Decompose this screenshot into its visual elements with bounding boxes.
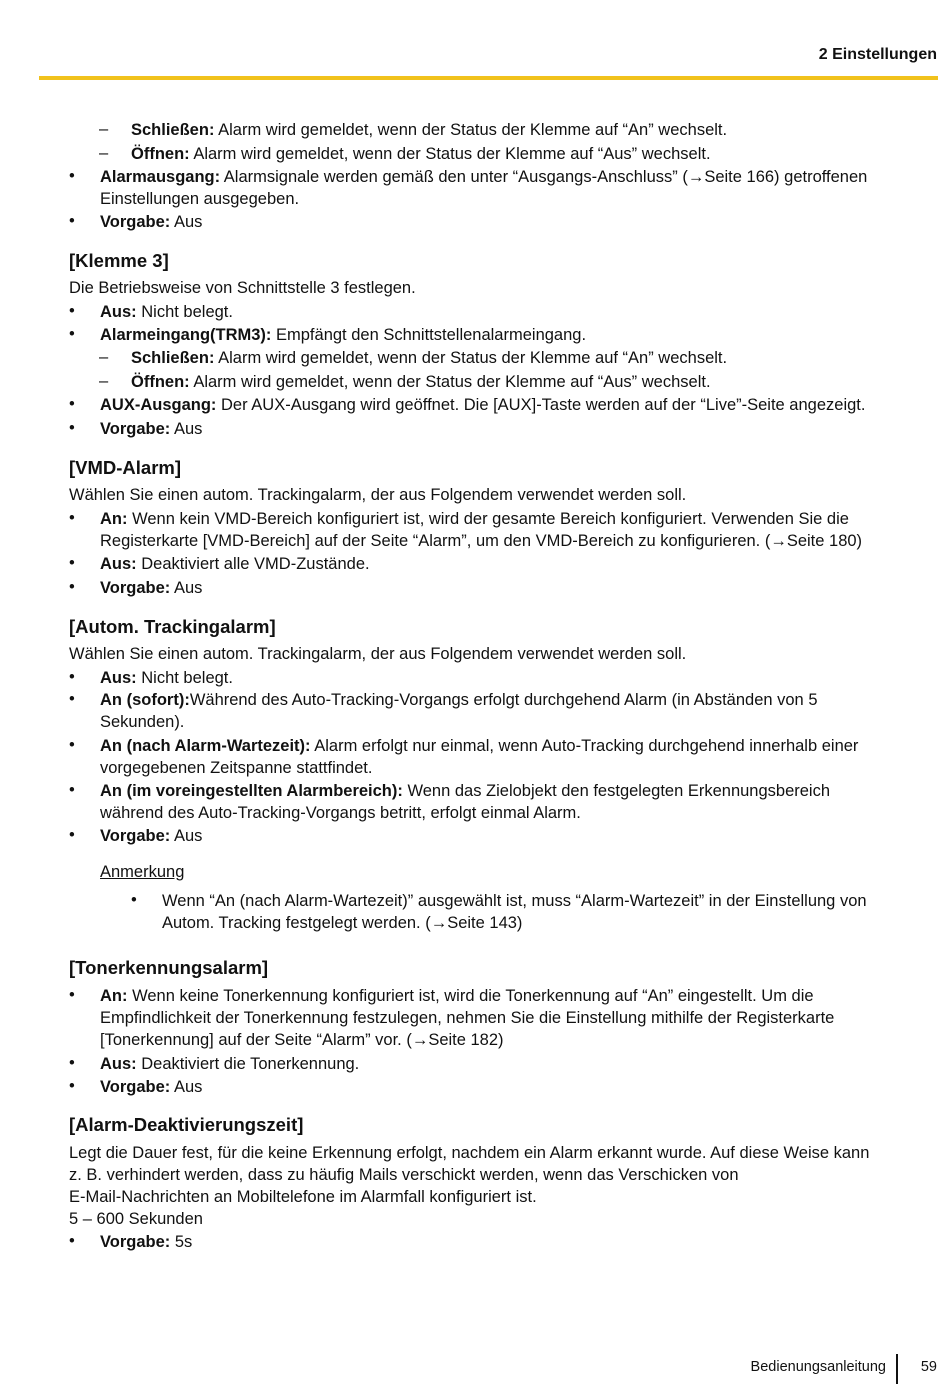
term-label: Aus: xyxy=(100,1055,137,1073)
term-label: Vorgabe: xyxy=(100,1078,171,1096)
bullet-mark: • xyxy=(69,1232,75,1250)
text-line xyxy=(100,781,830,801)
term-label: Vorgabe: xyxy=(100,1233,171,1251)
section-heading: [VMD-Alarm] xyxy=(69,457,182,478)
bullet-mark: • xyxy=(69,212,75,230)
section-heading: [Alarm-Deaktivierungszeit] xyxy=(69,1114,304,1135)
text-line xyxy=(69,1187,537,1207)
bullet-mark: • xyxy=(69,668,75,686)
dash-mark: – xyxy=(99,120,109,138)
text-line xyxy=(69,1209,203,1229)
term-description: E-Mail-Nachrichten an Mobiltelefone im Alarmfall konfiguriert ist. xyxy=(69,1188,537,1206)
text-line xyxy=(100,758,372,778)
text-line xyxy=(100,395,865,415)
bullet-mark: • xyxy=(69,781,75,799)
bullet-mark: • xyxy=(69,509,75,527)
text-line xyxy=(100,509,849,529)
term-description: Aus xyxy=(170,579,203,597)
term-description: Wenn kein VMD-Bereich konfiguriert ist, wird der gesamte Bereich konfiguriert. Verwenden Sie die xyxy=(127,510,849,528)
term-label: Schließen: xyxy=(131,121,215,139)
header-rule xyxy=(39,76,938,80)
text-line xyxy=(100,803,581,823)
page-number: 59 xyxy=(920,1359,937,1375)
text-line xyxy=(69,1143,869,1163)
term-description: Legt die Dauer fest, für die keine Erkennung erfolgt, nachdem ein Alarm erkannt wurde. Auf diese Weise kann xyxy=(69,1144,870,1162)
bullet-mark: • xyxy=(69,419,75,437)
term-label: Öffnen: xyxy=(131,145,190,163)
term-description: während des Auto-Tracking-Vorgangs betritt, erfolgt einmal Alarm. xyxy=(100,804,581,822)
term-label: Vorgabe: xyxy=(100,420,171,438)
term-description: Deaktiviert die Tonerkennung. xyxy=(136,1055,360,1073)
text-line xyxy=(100,986,814,1006)
term-description: vorgegebenen Zeitspanne stattfindet. xyxy=(100,759,373,777)
text-line xyxy=(69,1165,739,1185)
bullet-mark: • xyxy=(69,736,75,754)
text-line xyxy=(162,913,522,933)
text-line xyxy=(100,1077,202,1097)
bullet-mark: • xyxy=(69,302,75,320)
text-line xyxy=(131,372,711,392)
text-line xyxy=(69,485,686,505)
term-label: Vorgabe: xyxy=(100,213,171,231)
term-label: Aus: xyxy=(100,303,137,321)
term-label: Aus: xyxy=(100,669,137,687)
term-description: 5 – 600 Sekunden xyxy=(69,1210,203,1228)
text-line xyxy=(131,120,727,140)
term-description: Einstellungen ausgegeben. xyxy=(100,190,300,208)
section-heading: [Klemme 3] xyxy=(69,250,169,271)
text-line xyxy=(69,278,416,298)
term-label: Schließen: xyxy=(131,349,215,367)
term-label: An (sofort): xyxy=(100,691,190,709)
term-label: Alarmausgang: xyxy=(100,168,221,186)
term-description: Alarm wird gemeldet, wenn der Status der Klemme auf “Aus” wechselt. xyxy=(189,373,711,391)
term-description: Registerkarte [VMD-Bereich] auf der Seite “Alarm”, um den VMD-Bereich zu konfigurieren. (→Seite 180) xyxy=(100,532,863,550)
term-description: Alarm wird gemeldet, wenn der Status der Klemme auf “Aus” wechselt. xyxy=(189,145,711,163)
term-description: z. B. verhindert werden, dass zu häufig Mails verschickt werden, wenn das Verschicken von xyxy=(69,1166,739,1184)
text-line xyxy=(100,1232,192,1252)
text-line xyxy=(100,325,586,345)
text-line xyxy=(100,1008,834,1028)
term-label: Vorgabe: xyxy=(100,827,171,845)
text-line xyxy=(100,736,858,756)
term-description: Wenn “An (nach Alarm-Wartezeit)” ausgewählt ist, muss “Alarm-Wartezeit” in der Einstellung von xyxy=(162,892,867,910)
term-label: Aus: xyxy=(100,555,137,573)
term-description: Nicht belegt. xyxy=(136,669,233,687)
text-line xyxy=(100,826,202,846)
bullet-mark: • xyxy=(69,1054,75,1072)
dash-mark: – xyxy=(99,372,109,390)
term-description: Während des Auto-Tracking-Vorgangs erfolgt durchgehend Alarm (in Abständen von 5 xyxy=(189,691,818,709)
term-label: An (nach Alarm-Wartezeit): xyxy=(100,737,311,755)
term-description: Aus xyxy=(170,213,203,231)
term-description: Alarm wird gemeldet, wenn der Status der Klemme auf “An” wechselt. xyxy=(214,349,728,367)
chapter-header: 2 Einstellungen xyxy=(818,46,937,63)
dash-mark: – xyxy=(99,348,109,366)
term-description: Sekunden). xyxy=(100,713,185,731)
term-label: An (im voreingestellten Alarmbereich): xyxy=(100,782,403,800)
text-line xyxy=(100,690,818,710)
term-description: Autom. Tracking festgelegt werden. (→Seite 143) xyxy=(162,914,523,932)
text-line xyxy=(100,554,370,574)
term-label: Öffnen: xyxy=(131,373,190,391)
section-heading: [Autom. Trackingalarm] xyxy=(69,616,276,637)
section-heading: [Tonerkennungsalarm] xyxy=(69,957,269,978)
term-label: Vorgabe: xyxy=(100,579,171,597)
text-line xyxy=(100,189,299,209)
dash-mark: – xyxy=(99,144,109,162)
text-line xyxy=(100,302,233,322)
term-description: Die Betriebsweise von Schnittstelle 3 festlegen. xyxy=(69,279,416,297)
term-description: Empfängt den Schnittstellenalarmeingang. xyxy=(271,326,587,344)
term-description: 5s xyxy=(170,1233,193,1251)
term-description: Alarmsignale werden gemäß den unter “Ausgangs-Anschluss” (→Seite 166) getroffenen xyxy=(220,168,868,186)
term-description: [Tonerkennung] auf der Seite “Alarm” vor. (→Seite 182) xyxy=(100,1031,504,1049)
text-line xyxy=(100,212,202,232)
term-description: Aus xyxy=(170,420,203,438)
term-description: Alarm wird gemeldet, wenn der Status der Klemme auf “An” wechselt. xyxy=(214,121,728,139)
bullet-mark: • xyxy=(69,395,75,413)
text-line xyxy=(131,348,727,368)
text-line xyxy=(100,531,862,551)
term-description: Aus xyxy=(170,1078,203,1096)
bullet-mark: • xyxy=(69,1077,75,1095)
text-line xyxy=(69,644,686,664)
text-line xyxy=(100,1054,359,1074)
term-label: An: xyxy=(100,987,128,1005)
term-description: Wenn keine Tonerkennung konfiguriert ist, wird die Tonerkennung auf “An” eingestellt. Um die xyxy=(127,987,814,1005)
bullet-mark: • xyxy=(131,891,137,909)
bullet-mark: • xyxy=(69,167,75,185)
term-description: Wählen Sie einen autom. Trackingalarm, der aus Folgendem verwendet werden soll. xyxy=(69,486,687,504)
bullet-mark: • xyxy=(69,325,75,343)
term-label: AUX-Ausgang: xyxy=(100,396,217,414)
bullet-mark: • xyxy=(69,826,75,844)
text-line xyxy=(100,419,202,439)
term-description: Empfindlichkeit der Tonerkennung festzulegen, nehmen Sie die Einstellung mithilfe der Registerkarte xyxy=(100,1009,835,1027)
term-label: An: xyxy=(100,510,128,528)
text-line xyxy=(100,712,184,732)
text-line xyxy=(100,1030,504,1050)
term-description: Deaktiviert alle VMD-Zustände. xyxy=(136,555,370,573)
bullet-mark: • xyxy=(69,690,75,708)
bullet-mark: • xyxy=(69,986,75,1004)
note-title: Anmerkung xyxy=(100,863,185,881)
bullet-mark: • xyxy=(69,578,75,596)
term-description: Alarm erfolgt nur einmal, wenn Auto-Tracking durchgehend innerhalb einer xyxy=(310,737,859,755)
term-description: Wenn das Zielobjekt den festgelegten Erkennungsbereich xyxy=(402,782,831,800)
text-line xyxy=(100,167,867,187)
footer-divider xyxy=(896,1354,898,1384)
footer-label: Bedienungsanleitung xyxy=(750,1359,886,1375)
term-description: Der AUX-Ausgang wird geöffnet. Die [AUX]-Taste werden auf der “Live”-Seite angezeigt. xyxy=(216,396,866,414)
bullet-mark: • xyxy=(69,554,75,572)
text-line xyxy=(100,578,202,598)
term-description: Aus xyxy=(170,827,203,845)
text-line xyxy=(162,891,867,911)
text-line xyxy=(131,144,711,164)
term-label: Alarmeingang(TRM3): xyxy=(100,326,272,344)
term-description: Wählen Sie einen autom. Trackingalarm, der aus Folgendem verwendet werden soll. xyxy=(69,645,687,663)
term-description: Nicht belegt. xyxy=(136,303,233,321)
text-line xyxy=(100,668,233,688)
